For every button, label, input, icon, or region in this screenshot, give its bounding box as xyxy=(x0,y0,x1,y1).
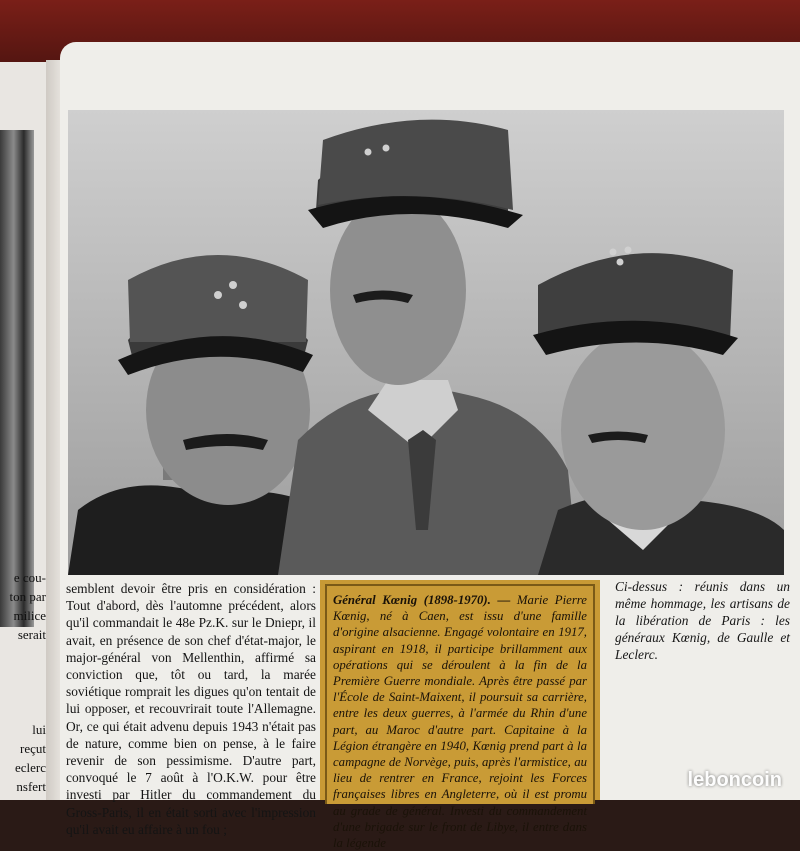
left-page-photo-fragment xyxy=(0,130,34,627)
bio-body: Marie Pierre Kœnig, né à Caen, est issu d'une famille d'origine alsacienne. Engagé volontaire en 1917, aspirant en 1918, il participe brillamment aux opérations qui se déroulent à la fin de la Première Guerre mondiale. Après être passé par l'École de Saint-Maixent, il poursuit sa carrière, entre les deux guerres, à l'armée du Rhin d'une part, au Maroc d'autre part. Capitaine à la Légion étrangère en 1940, Kœnig prend part à la campagne de Norvège, puis, après l'armistice, au lieu de rentrer en France, rejoint les Forces françaises libres en Angleterre, où il est promu au grade de général. Investi du commandement d'une brigade sur le front de Libye, il entre dans la légende xyxy=(333,593,587,851)
left-line: reçut xyxy=(20,741,46,756)
main-text-column xyxy=(66,580,316,838)
photo-caption: Ci-dessus : réunis dans un même hommage, les artisans de la libération de Paris : les généraux Kœnig, de Gaulle et Leclerc. xyxy=(615,579,790,662)
bio-heading: Général Kœnig (1898-1970). — xyxy=(333,593,511,607)
bio-sidebar-box xyxy=(320,580,600,851)
left-line: serait xyxy=(17,627,46,642)
left-page-text-top xyxy=(0,568,46,644)
left-line: e cou- xyxy=(13,570,46,585)
left-line: milice xyxy=(13,608,46,623)
left-line: lui xyxy=(32,722,46,737)
bio-sidebar-inner xyxy=(325,584,595,851)
three-generals-photo xyxy=(68,110,784,575)
left-line: nsfert xyxy=(16,779,46,794)
main-text-paragraph: semblent devoir être pris en considération : Tout d'abord, dès l'automne précédent, alors qu'il commandait le 48e Pz.K. sur le Dniepr, il avait, en présence de son chef d'état-major, le major-général von Mellenthin, affirmé sa conviction que, tôt ou tard, la marée soviétique romprait les digues qu'on tentait de lui opposer, et recouvrirait toute l'Allemagne. Or, ce qui était advenu depuis 1943 n'était pas de nature, comme bien on pense, à le faire revenir de son pessimisme. D'autre part, convoqué le 7 août à l'O.K.W. pour être investi par Hitler du commandement du Gross-Paris, il en était sorti avec l'impression qu'il avait eu affaire à un fou ; xyxy=(66,581,316,837)
left-line: eclerc xyxy=(14,760,46,775)
left-page-text-bottom xyxy=(0,720,46,796)
left-line: ton par xyxy=(9,589,46,604)
leboncoin-watermark: leboncoin xyxy=(687,769,782,791)
historical-photo xyxy=(68,110,784,575)
